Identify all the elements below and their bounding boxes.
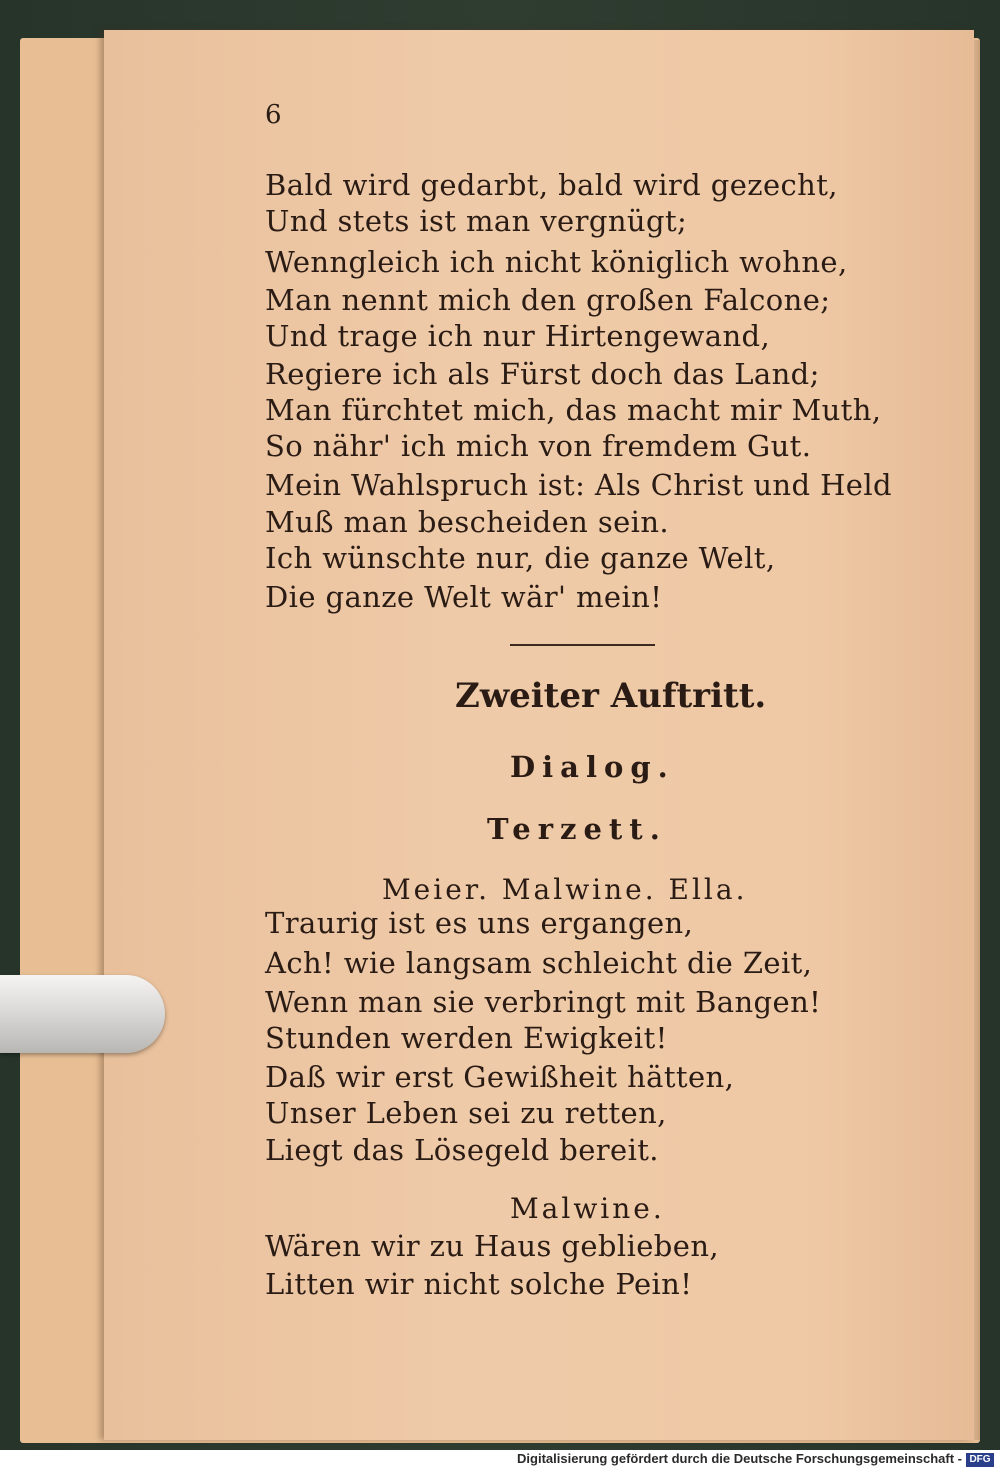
page-number: 6 [265, 100, 282, 130]
verse-line: Und stets ist man vergnügt; [265, 204, 688, 238]
page-clamp [0, 975, 165, 1053]
section-heading-terzett: Terzett. [487, 812, 667, 846]
verse-line: Wenngleich ich nicht königlich wohne, [265, 245, 848, 279]
footer-credit: Digitalisierung gefördert durch die Deutsche Forschungsgemeinschaft - [517, 1451, 962, 1466]
speaker-name: Malwine. [510, 1192, 665, 1225]
section-heading-dialog: Dialog. [510, 750, 675, 784]
dfg-logo: DFG [966, 1453, 994, 1467]
verse-line: Ach! wie langsam schleicht die Zeit, [265, 946, 813, 980]
verse-line: Man fürchtet mich, das macht mir Muth, [265, 393, 882, 427]
scene-heading: Zweiter Auftritt. [455, 676, 767, 716]
verse-line: Litten wir nicht solche Pein! [265, 1267, 693, 1301]
verse-line: Unser Leben sei zu retten, [265, 1096, 667, 1130]
verse-line: Bald wird gedarbt, bald wird gezecht, [265, 168, 838, 202]
verse-line: Man nennt mich den großen Falcone; [265, 283, 831, 317]
verse-line: Wenn man sie verbringt mit Bangen! [265, 985, 822, 1019]
verse-line: So nähr' ich mich von fremdem Gut. [265, 429, 812, 463]
verse-line: Und trage ich nur Hirtengewand, [265, 319, 771, 353]
verse-line: Ich wünschte nur, die ganze Welt, [265, 541, 776, 575]
verse-line: Daß wir erst Gewißheit hätten, [265, 1060, 735, 1094]
verse-line: Muß man bescheiden sein. [265, 505, 670, 539]
speakers-line: Meier. Malwine. Ella. [382, 873, 748, 906]
verse-line: Mein Wahlspruch ist: Als Christ und Held [265, 468, 892, 502]
verse-line: Regiere ich als Fürst doch das Land; [265, 357, 820, 391]
verse-line: Stunden werden Ewigkeit! [265, 1021, 668, 1055]
verse-line: Wären wir zu Haus geblieben, [265, 1229, 720, 1263]
verse-line: Traurig ist es uns ergangen, [265, 906, 694, 940]
verse-line: Die ganze Welt wär' mein! [265, 580, 663, 614]
verse-line: Liegt das Lösegeld bereit. [265, 1133, 659, 1167]
section-divider [510, 644, 655, 646]
